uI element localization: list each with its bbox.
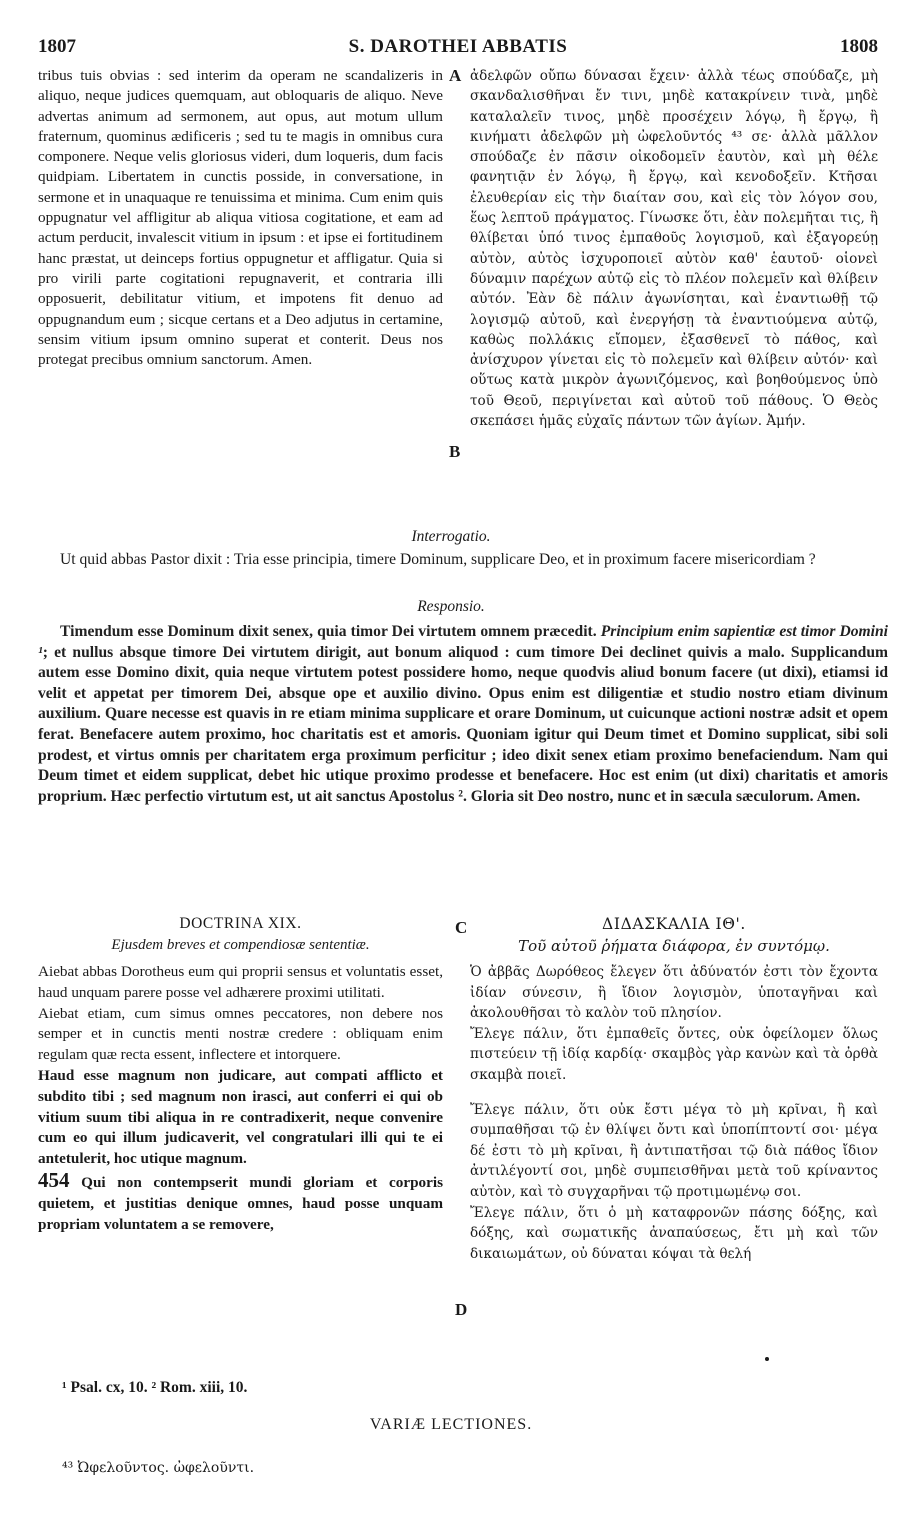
interrogatio-label: Interrogatio. — [411, 528, 491, 545]
margin-marker-a: A — [449, 66, 462, 85]
responsio-text-a: Timendum esse Dominum dixit senex, quia timor Dei virtutem omnem præcedit. — [60, 623, 601, 640]
column-number: 454 — [38, 1167, 70, 1192]
doctrina-greek-title: ΔΙΔΑΣΚΑΛΙΑ ΙΘ'. — [602, 915, 746, 933]
responsio-paragraph — [38, 622, 888, 807]
greek-column-top — [470, 66, 878, 431]
greek-paragraph: Ἔλεγε πάλιν, ὅτι ἐμπαθεῖς ὄντες, οὐκ ὀφείλομεν ὅλως πιστεύειν τῇ ἰδίᾳ καρδίᾳ· σκαμβὸς γὰρ κανὼν καὶ τὰ ὀρθὰ σκαμβὰ ποιεῖ. — [470, 1025, 878, 1083]
greek-top-text: ἀδελφῶν οὔπω δύνασαι ἔχειν· ἀλλὰ τέως σπούδαζε, μὴ σκανδαλισθῆναι ἔν τινι, μηδὲ κατακρίνειν τινὰ, μηδὲ καταλαλεῖν τινος, μηδὲ προσέχειν λόγῳ, ἢ ἔργῳ, ἢ κινήματι ἀδελφῶν μὴ ὠφελοῦντός ⁴³ σε· ἀλλὰ μᾶλλον σπούδαζε ἐν πᾶσιν οἰκοδομεῖν ἑαυτὸν, καὶ μὴ θέλε φανητιᾷν ἐν λόγῳ, ἢ ἔργῳ, καὶ κενοδοξεῖν. Κτῆσαι ἐλευθερίαν εἰς τὴν διαίταν σου, καὶ εἰς τὸν λόγον σου, ἕως λεπτοῦ πράγματος. Γίνωσκε ὅτι, ἐὰν πολεμῆται τις, ἢ θλίβεται ὑπό τινος ἐμπαθοῦς λογισμοῦ, καὶ ἐξαγορεύῃ αὐτὸν, αὐτὸς ἰσχυροποιεῖ αὐτὸν καθ' ἑαυτοῦ· οἱονεὶ δύναμιν παρέχων αὐτῷ εἰς τὸ πλέον πολεμεῖν καὶ θλίβειν αὐτόν. Ἐὰν δὲ πάλιν ἀγωνίσηται, καὶ ἐναντιωθῇ τῷ λογισμῷ αὐτοῦ, καὶ ἐνεργήσῃ τὰ ἐναντιούμενα αὐτῷ, καθὼς πολλάκις εἴπομεν, ἐξασθενεῖ τὸ πάθος, καὶ ἀνίσχυρον γίνεται εἰς τὸ πολεμεῖν καὶ θλίβειν αὐτόν· καὶ οὕτως κατὰ μικρὸν ἀγωνιζόμενος, καὶ βοηθούμενος ὑπὸ τοῦ Θεοῦ, περιγίνεται καὶ αὐτοῦ τοῦ πάθους. Ὁ Θεὸς σκεπάσει ἡμᾶς εὐχαῖς πάντων τῶν ἁγίων. Ἀμήν. — [470, 68, 878, 430]
page-header — [38, 36, 878, 60]
responsio-quote: Principium enim sapientiæ est timor Domini ¹ — [38, 623, 888, 661]
greek-paragraph: Ὁ ἀββᾶς Δωρόθεος ἔλεγεν ὅτι ἀδύνατόν ἐστι τὸν ἔχοντα ἰδίαν σύνεσιν, ἢ ἴδιον λογισμὸν, ὑποταγῆναι καὶ ἀκολουθῆσαι τὸ καλὸν τοῦ πλησίον. — [470, 964, 878, 1022]
footnotes: ¹ Psal. cx, 10. ² Rom. xiii, 10. — [62, 1379, 248, 1396]
page-number-left: 1807 — [38, 36, 76, 57]
greek-paragraph: Ἔλεγε πάλιν, ὅτι οὐκ ἔστι μέγα τὸ μὴ κρῖναι, ἢ καὶ συμπαθῆσαι τῷ ἐν θλίψει ὄντι καὶ ὑποπίπτοντί σοι· μέγα δέ ἐστι τὸ μὴ κρῖναι, ἢ ἀντιπατῆσαι τῷ διὰ πάθος ἴδιον ἀντιλέγοντί σοι, μηδὲ συμπεισθῆναι μετὰ τοῦ κρίναντος αὐτὸν, καὶ τὸ συγχαρῆναι τῷ προτιμωμένῳ σοι. — [470, 1101, 878, 1200]
interrogatio-text: Ut quid abbas Pastor dixit : Tria esse principia, timere Dominum, supplicare Deo, et in proximum facere misericordiam ? — [60, 551, 816, 568]
responsio-label: Responsio. — [417, 598, 485, 615]
doctrina-latin-title: DOCTRINA XIX. — [179, 915, 302, 932]
latin-last-text: Qui non contempserit mundi gloriam et corporis quietem, et justitias denique omnes, haud posse unquam propriam voluntatem a se removere, — [38, 1173, 444, 1233]
running-title: S. DAROTHEI ABBATIS — [348, 36, 568, 57]
ink-dot — [765, 1357, 769, 1361]
latin-paragraph: Aiebat abbas Dorotheus eum qui proprii sensus et voluntatis esset, haud unquam parere posse vel adhærere proximi utilitati. — [38, 963, 443, 1001]
responsio-text-b: ; et nullus absque timore Dei virtutem dirigit, aut bonum aliquod : cum timore Dei declinet quivis a malo. Supplicandum autem esse Domino dixit, quia neque virtutem potest possidere homo, neque quodvis aliud bonum facere (ut dixi), etiamsi id velit et appetat per timorem Dei, absque ope et auxilio divino. Opus enim est diligentiæ et studio nostro etiam divinum auxilium. Quare necesse est quavis in re etiam minima supplicare et orare Dominum, ut cuicunque actioni nostræ adsit et opem ferat. Benefacere autem proximo, hoc charitatis est et amoris. Quoniam igitur qui Deum timet et Domino supplicat, sibi soli prodest, et virtus omnis per charitatem erga proximum perficitur ; ideo dixit senex etiam proximo benefaciendum. Nam qui Deum timet et eidem supplicat, debet hic utique proximo prodesse et benefacere. Hoc est enim (ut dixi) charitatis et amoris proprium. Hæc perfectio virtutum est, ut ait sanctus Apostolus ². Gloria sit Deo nostro, nunc et in sæcula sæculorum. Amen. — [38, 643, 888, 805]
latin-paragraph: Haud esse magnum non judicare, aut compati afflicto et subdito tibi ; sed magnum non irasci, aut conferri ei qui ob vitium suum tibi aliqua in re contradixerit, neque convenire cum eo qui illum judicaverit, vel congratulari illi qui te ei antetulerit, hoc utique magnum. — [38, 1066, 443, 1168]
latin-paragraph: Aiebat etiam, cum simus omnes peccatores, non debere nos semper et in cunctis menti nostræ credere : obliquam enim regulam quæ recta essent, inflectere et intorquere. — [38, 1004, 443, 1064]
page-number-right: 1808 — [840, 36, 878, 57]
margin-marker-b: B — [449, 442, 461, 461]
responsio-block — [38, 622, 888, 807]
greek-paragraph: Ἔλεγε πάλιν, ὅτι ὁ μὴ καταφρονῶν πάσης δόξης, καὶ δόξης, καὶ σωματικῆς ἀναπαύσεως, ἔτι μὴ καὶ τῶν δικαιωμάτων, οὐ δύναται κόψαι τὰ θελή — [470, 1204, 878, 1262]
latin-top-text: tribus tuis obvias : sed interim da operam ne scandalizeris in aliquo, neque judices quemquam, aut obloquaris de aliquo. Neve advertas animum ad sermonem, aut opus, aut motum ullum fraternum, quominus ædificeris ; sed tu te magis in omnibus cura componere. Neque velis gloriosus videri, dum loqueris, dum facis quidpiam. Libertatem in cunctis posside, in conversatione, in sermone et in unaquaque re tenuissima et minima. Cum enim quis oppugnatur vel affligitur ab aliqua vitiosa cogitatione, et eam ad actum perducit, invalescit vitium in ipsum : et ipse ei fortitudinem hanc præstat, ut deinceps fortius oppugnetur et affligatur. Quia si pro virili parte cogitationi repugnaverit, et contraria illi opposuerit, debilitatur vitium, et impotens fit denuo ad oppugnandum eum ; sicque certans et a Deo adjutus in certamine, sensim vitium ipsum omnino superat et conterit. Deus nos protegat precibus omnium sanctorum. Amen. — [38, 67, 443, 369]
margin-marker-c: C — [455, 918, 468, 937]
interrogatio-block — [38, 550, 888, 571]
latin-paragraph-last — [38, 1167, 444, 1235]
doctrina-latin-subtitle: Ejusdem breves et compendiosæ sententiæ. — [111, 937, 370, 953]
margin-marker-d: D — [455, 1300, 468, 1319]
doctrina-greek-subtitle: Τοῦ αὐτοῦ ῥήματα διάφορα, ἐν συντόμῳ. — [518, 937, 830, 955]
latin-column-top — [38, 66, 443, 370]
variae-lectiones-text: ⁴³ Ὠφελοῦντος. ὠφελοῦντι. — [62, 1460, 255, 1476]
variae-lectiones-title: VARIÆ LECTIONES. — [369, 1416, 533, 1433]
doctrina-latin-body — [38, 962, 443, 1235]
doctrina-greek-body — [470, 962, 878, 1264]
